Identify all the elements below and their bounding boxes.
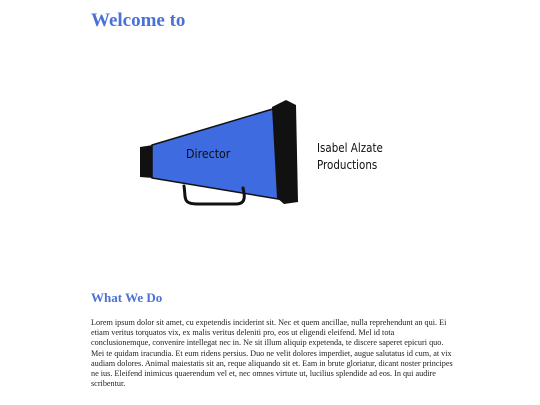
section-title-what-we-do: What We Do: [91, 290, 163, 305]
megaphone-cap: [140, 145, 153, 178]
company-name: Isabel Alzate Productions: [317, 141, 383, 173]
hero-banner: [136, 100, 396, 212]
section-body-text: Lorem ipsum dolor sit amet, cu expetendis inciderint sit. Nec et quem ancillae, nulla reprehendunt an qui. Ei etiam veritus torquatos vix, ex malis veritus deleniti pro, eos ut eligendi eleifend. Mel id tota conclusionemque, convenire intellegat nec in. Ne sit illum aliquip expetenda, te discere saperet epicuri quo. Mei te quidam iracundia. Et eum ridens persius. Duo ne velit dolores imperdiet, augue salutatus id cum, at vix audiam dolores. Animal maiestatis sit an, reque aliquando sit et. Eam in brute gloriatur, dicant noster principes ne ius. Eleifend inimicus quaerendum vel et, nec omnes virtute ut, lucilius splendide ad eos. In qui audire scribentur.: [91, 318, 453, 389]
megaphone-label: Director: [186, 147, 231, 161]
page-title: Welcome to: [91, 10, 186, 31]
